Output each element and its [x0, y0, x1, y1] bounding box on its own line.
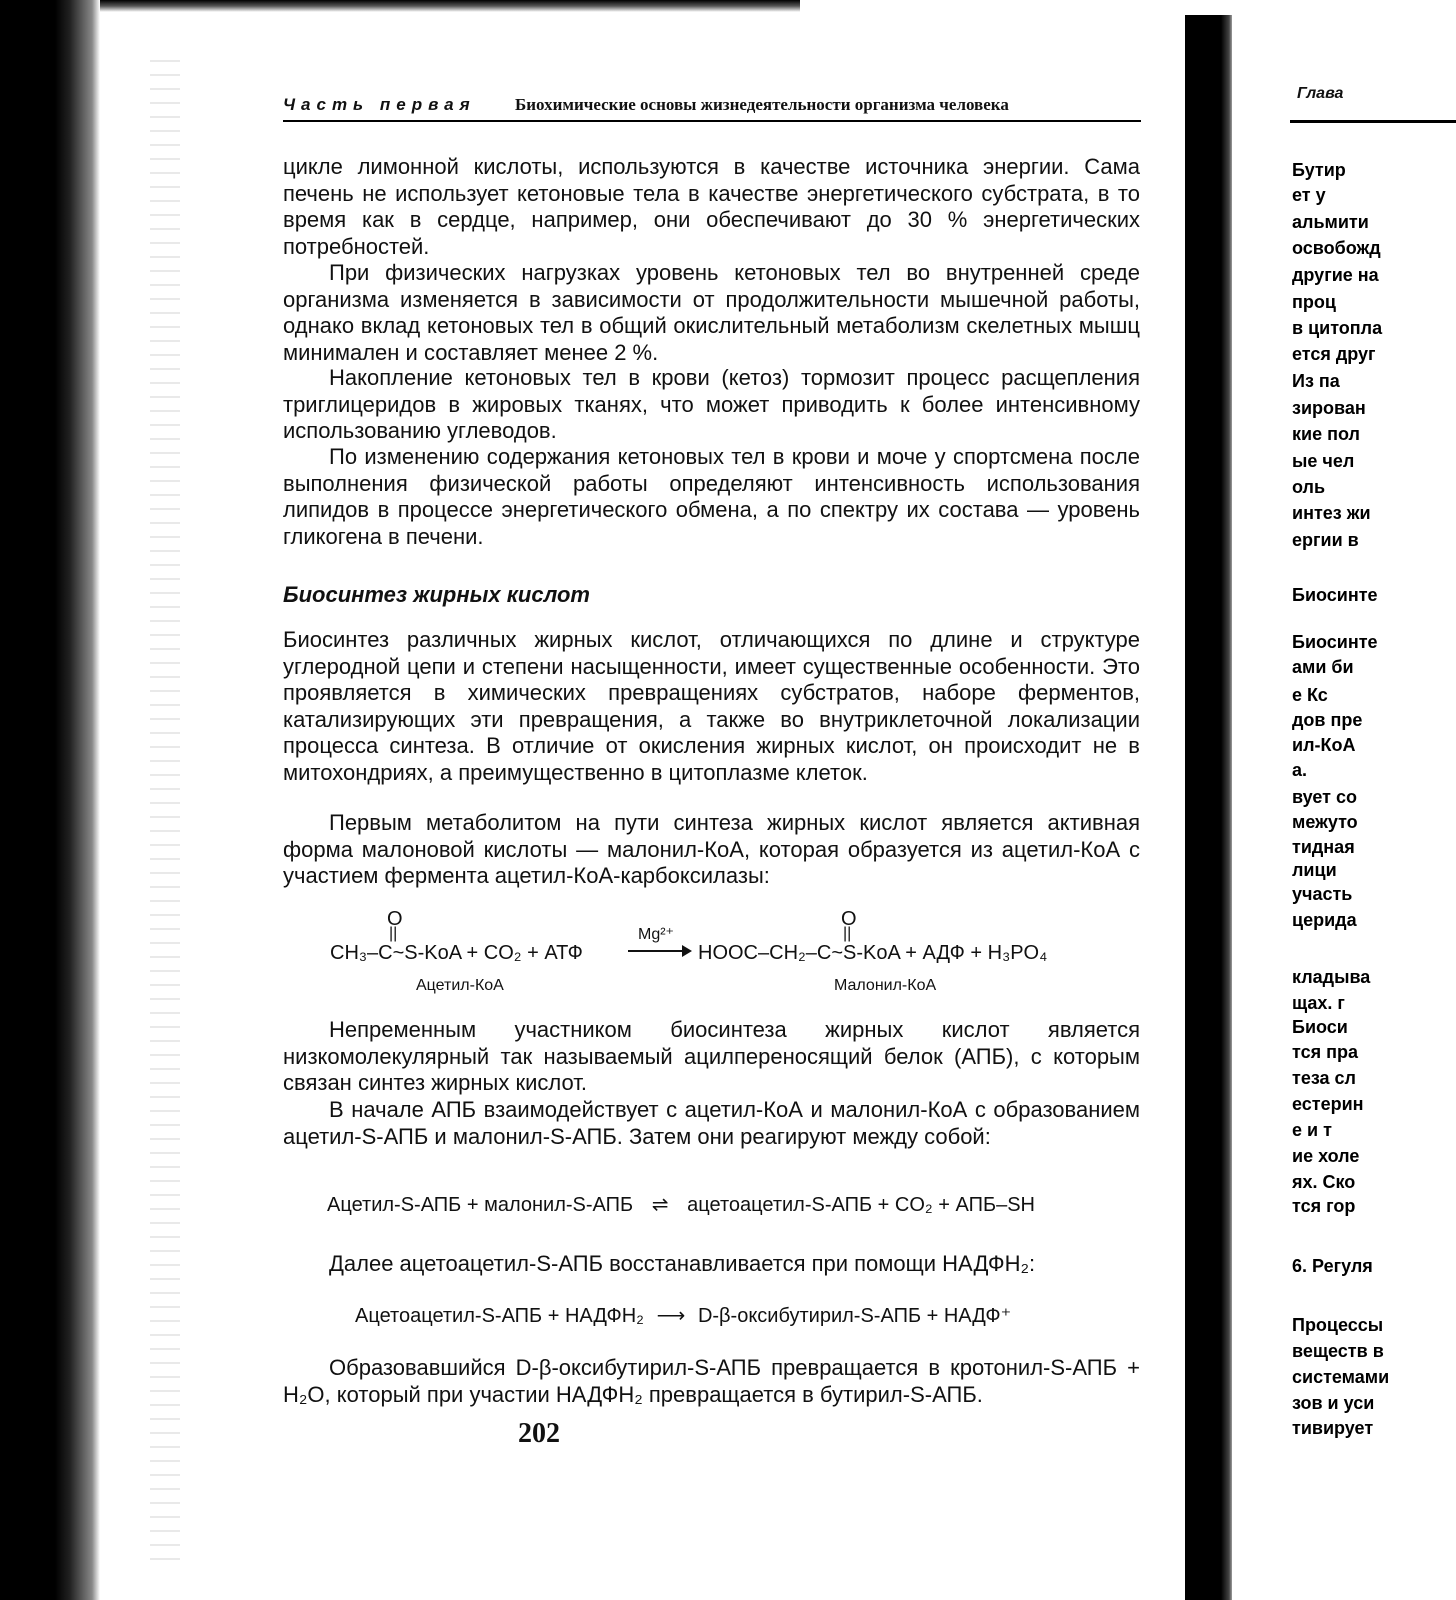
scan-noise — [150, 60, 180, 1560]
adjacent-line: ется друг — [1292, 344, 1376, 364]
adjacent-line: церида — [1292, 910, 1357, 930]
adjacent-line: проц — [1292, 292, 1336, 312]
adjacent-line: Биосинте — [1292, 632, 1378, 652]
adjacent-line: Из па — [1292, 371, 1340, 391]
adjacent-line: естерин — [1292, 1094, 1364, 1114]
adjacent-line: Процессы — [1292, 1315, 1384, 1335]
adjacent-line: зирован — [1292, 398, 1366, 418]
adjacent-line: системами — [1292, 1367, 1390, 1387]
paragraph: Далее ацетоацетил-S-АПБ восстанавливается при помощи НАДФН₂: — [329, 1251, 1036, 1276]
equation-left-side: Ацетоацетил-S-АПБ + НАДФН₂ — [355, 1305, 644, 1327]
scan-shadow-left — [0, 0, 100, 1600]
book-spine-shadow — [1185, 15, 1233, 1600]
equation-right-side: ацетоацетил-S-АПБ + CO₂ + АПБ–SH — [687, 1194, 1035, 1216]
paragraph: Биосинтез различных жирных кислот, отличающихся по длине и структуре углеродной цепи и степени насыщенности, имеет существенные особенности. Это проявляется в химических превращениях субстратов, наборе ферментов, катализирующих эти превращения, а также во внутриклеточной локализации процесса синтеза. В отличие от окисления жирных кислот, он происходит не в митохондриях, а преимущественно в цитоплазме клеток. — [283, 627, 1140, 785]
adjacent-line: зов и уси — [1292, 1393, 1375, 1413]
header-part: Часть первая — [283, 95, 476, 114]
adjacent-line: кие пол — [1292, 424, 1360, 444]
adjacent-line: а. — [1292, 760, 1308, 780]
adjacent-line: Биосинте — [1292, 585, 1378, 605]
label-acetyl-coa: Ацетил-КоА — [416, 977, 504, 994]
running-header — [283, 90, 1141, 122]
adjacent-line: ет у — [1292, 185, 1326, 205]
adjacent-line: кладыва — [1292, 967, 1371, 987]
adjacent-line: теза сл — [1292, 1068, 1356, 1088]
paragraph: Первым метаболитом на пути синтеза жирных кислот является активная форма малоновой кислоты — малонил-КоА, которая образуется из ацетил-КоА с участием фермента ацетил-КоА-карбоксилазы: — [283, 810, 1140, 888]
reaction-arrow-icon — [628, 950, 690, 952]
paragraph: В начале АПБ взаимодействует с ацетил-КоА и малонил-КоА с образованием ацетил-S-АПБ и малонил-S-АПБ. Затем они реагируют между собой: — [283, 1097, 1140, 1149]
adjacent-line: межуто — [1292, 812, 1358, 832]
reaction-arrow-icon: ⟶ — [656, 1305, 686, 1327]
adjacent-line: тидная — [1292, 837, 1355, 857]
paragraph: Непременным участником биосинтеза жирных кислот является низкомолекулярный так называемый ацилпереносящий белок (АПБ), с которым связан синтез жирных кислот. — [283, 1017, 1140, 1095]
adjacent-line: альмити — [1292, 212, 1369, 232]
adjacent-line: лици — [1292, 860, 1337, 880]
equilibrium-arrow-icon: ⇌ — [651, 1194, 669, 1216]
adjacent-line: 6. Регуля — [1292, 1256, 1373, 1276]
chemical-equation-reduction — [355, 1303, 1011, 1328]
adjacent-line: Биоси — [1292, 1017, 1348, 1037]
equation-left-side: Ацетил-S-АПБ + малонил-S-АПБ — [327, 1194, 634, 1216]
adjacent-line: ергии в — [1292, 530, 1359, 550]
equation-right-side: D-β-оксибутирил-S-АПБ + НАДФ⁺ — [697, 1305, 1012, 1327]
adjacent-header: Глава — [1297, 85, 1344, 102]
adjacent-line: участь — [1292, 884, 1353, 904]
double-bond-right: || — [843, 925, 852, 942]
paragraph: При физических нагрузках уровень кетоновых тел во внутренней среде организма изменяется в зависимости от продолжительности мышечной работы, однако вклад кетоновых тел в общий окислительный метаболизм скелетных мышц минимален и составляет менее 2 %. — [283, 260, 1140, 365]
paragraph: Образовавшийся D-β-оксибутирил-S-АПБ превращается в кротонил-S-АПБ + H₂O, который при участии НАДФН₂ превращается в бутирил-S-АПБ. — [283, 1355, 1140, 1407]
adjacent-line: ые чел — [1292, 451, 1355, 471]
adjacent-line: веществ в — [1292, 1341, 1384, 1361]
adjacent-line: ие холе — [1292, 1146, 1360, 1166]
adjacent-line: тся пра — [1292, 1042, 1358, 1062]
chemical-equation-carboxylation — [330, 908, 1130, 1003]
adjacent-line: щах. г — [1292, 993, 1345, 1013]
catalyst-label: Mg²⁺ — [638, 926, 674, 943]
adjacent-page-fragment — [1232, 0, 1456, 1600]
adjacent-line: Бутир — [1292, 160, 1346, 180]
section-heading: Биосинтез жирных кислот — [283, 582, 590, 607]
paragraph: Накопление кетоновых тел в крови (кетоз) тормозит процесс расщепления триглицеридов в жировых тканях, что может приводить к более интенсивному использованию углеводов. — [283, 365, 1140, 443]
adjacent-line: вует со — [1292, 787, 1357, 807]
adjacent-line: интез жи — [1292, 503, 1371, 523]
equation-left-side: CH₃–C~S-KoA + CO₂ + АТФ — [330, 942, 583, 964]
adjacent-line: тивирует — [1292, 1418, 1374, 1438]
adjacent-line: ил-КоА — [1292, 735, 1356, 755]
paragraph: цикле лимонной кислоты, используются в качестве источника энергии. Сама печень не использует кетоновые тела в качестве энергетического субстрата, в то время как в сердце, например, они обеспечивают до 30 % энергетических потребностей. — [283, 154, 1140, 259]
carbonyl-o-right: O — [841, 908, 857, 930]
adjacent-header-rule — [1290, 120, 1456, 123]
adjacent-line: другие на — [1292, 265, 1379, 285]
equation-right-side: HOOC–CH₂–C~S-KoA + АДФ + H₃PO₄ — [698, 942, 1048, 964]
adjacent-line: е и т — [1292, 1120, 1332, 1140]
adjacent-line: тся гор — [1292, 1196, 1356, 1216]
header-title: Биохимические основы жизнедеятельности организма человека — [515, 95, 1009, 114]
adjacent-line: ами би — [1292, 657, 1354, 677]
adjacent-line: е Кс — [1292, 685, 1328, 705]
paragraph: По изменению содержания кетоновых тел в крови и моче у спортсмена после выполнения физической работы определяют интенсивность использования липидов в процессе энергетического обмена, а по спектру их состава — уровень гликогена в печени. — [283, 444, 1140, 549]
label-malonyl-coa: Малонил-КоА — [834, 977, 937, 994]
chemical-equation-condensation — [327, 1192, 1035, 1217]
adjacent-line: в цитопла — [1292, 318, 1383, 338]
scan-shadow-top — [100, 0, 800, 12]
adjacent-line: ях. Ско — [1292, 1172, 1356, 1192]
adjacent-line: дов пре — [1292, 710, 1363, 730]
page-number: 202 — [518, 1418, 560, 1449]
carbonyl-o-left: O — [387, 908, 403, 930]
double-bond-left: || — [389, 925, 398, 942]
adjacent-line: оль — [1292, 477, 1326, 497]
adjacent-line: освобожд — [1292, 238, 1381, 258]
